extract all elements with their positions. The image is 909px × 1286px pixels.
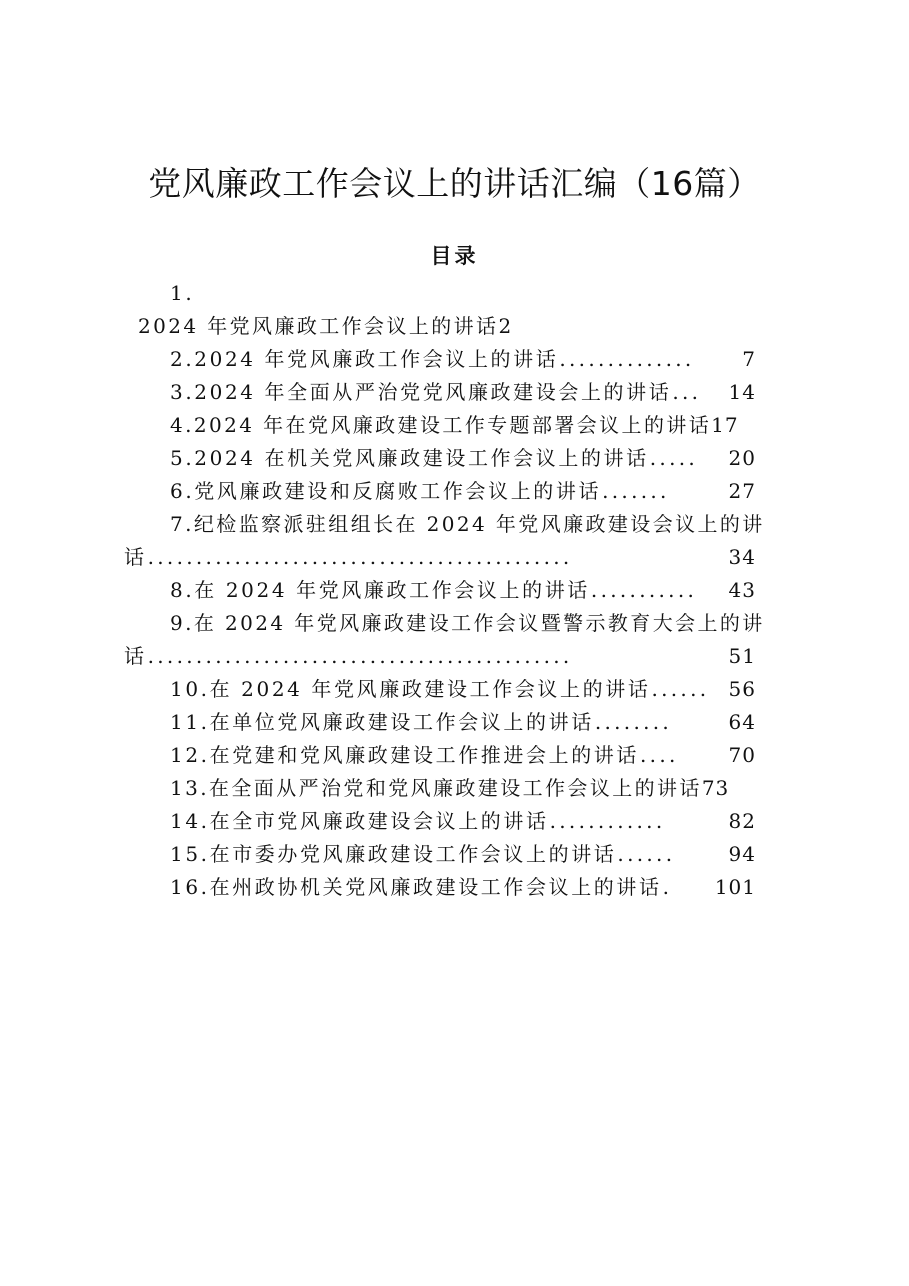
toc-entry-page: 17 (711, 413, 739, 437)
toc-entry-1-text-line[interactable] (138, 311, 512, 341)
toc-entry-page: 2 (498, 314, 513, 338)
toc-entry-1-number-line[interactable] (170, 278, 194, 308)
toc-entry-number: 7. (170, 512, 194, 536)
document-title: 党风廉政工作会议上的讲话汇编（16篇） (148, 164, 761, 203)
toc-entry-page: 34 (728, 545, 756, 569)
toc-entry-leader: ..... (649, 446, 699, 470)
toc-entry-number: 16. (170, 875, 210, 899)
toc-entry-text: 在州政协机关党风廉政建设工作会议上的讲话 (209, 875, 662, 899)
toc-entry-leader: ............................................ (147, 644, 573, 668)
toc-entry-page: 56 (728, 677, 756, 701)
toc-entry-number: 13. (170, 776, 210, 800)
toc-entry-leader: ....... (602, 479, 670, 503)
toc-entry-leader: ...... (617, 842, 676, 866)
toc-entry-number: 3. (170, 380, 195, 404)
toc-entry-text: 2024 年党风廉政工作会议上的讲话 (138, 314, 499, 338)
toc-entry-number: 10. (170, 677, 210, 701)
toc-entry-page: 82 (728, 809, 756, 833)
toc-entry-text: 在单位党风廉政建设工作会议上的讲话 (209, 710, 594, 734)
toc-entry-leader: ........ (594, 710, 673, 734)
toc-entry[interactable] (170, 608, 800, 638)
toc-entry-page: 101 (714, 875, 756, 899)
toc-entry[interactable] (170, 476, 756, 506)
toc-entry-number: 8. (170, 578, 195, 602)
toc-entry[interactable] (170, 773, 770, 803)
toc-entry-page: 64 (728, 710, 756, 734)
toc-entry[interactable] (170, 575, 756, 605)
toc-entry-number: 6. (170, 479, 195, 503)
toc-entry[interactable] (170, 377, 756, 407)
toc-entry-text: 在全市党风廉政建设会议上的讲话 (209, 809, 549, 833)
toc-entry-number: 1. (170, 281, 195, 305)
toc-entry-page: 20 (728, 446, 756, 470)
toc-entry-number: 9. (170, 611, 194, 635)
toc-entry-text: 2024 年党风廉政工作会议上的讲话 (194, 347, 559, 371)
toc-entry[interactable] (170, 839, 756, 869)
toc-entry-leader: ........... (590, 578, 698, 602)
toc-entry-leader: ...... (651, 677, 710, 701)
toc-entry-leader: .............. (559, 347, 695, 371)
toc-entry-text: 纪检监察派驻组组长在 2024 年党风廉政建设会议上的讲 (193, 512, 765, 536)
toc-entry-number: 14. (170, 809, 210, 833)
toc-entry-page: 94 (728, 842, 756, 866)
toc-entry[interactable] (170, 443, 756, 473)
toc-entry[interactable] (170, 806, 756, 836)
toc-entry-page: 43 (728, 578, 756, 602)
toc-entry[interactable] (170, 509, 800, 539)
toc-entry[interactable] (170, 707, 756, 737)
toc-entry[interactable] (170, 344, 756, 374)
toc-entry-page: 70 (728, 743, 756, 767)
toc-entry-text: 2024 年全面从严治党党风廉政建设会上的讲话 (194, 380, 672, 404)
toc-entry-text-continuation: 话 (124, 644, 147, 668)
toc-entry-leader: ............ (549, 809, 666, 833)
toc-entry-number: 4. (170, 413, 194, 437)
toc-entry[interactable] (170, 740, 756, 770)
toc-entry[interactable] (170, 674, 756, 704)
toc-entry-text: 2024 年在党风廉政建设工作专题部署会议上的讲话 (193, 413, 712, 437)
toc-entry-page: 51 (728, 644, 756, 668)
toc-entry-continuation[interactable] (124, 641, 756, 671)
toc-entry-continuation[interactable] (124, 542, 756, 572)
toc-entry[interactable] (170, 410, 770, 440)
toc-entry-leader: . (662, 875, 673, 899)
toc-entry-number: 2. (170, 347, 195, 371)
toc-entry-text: 在 2024 年党风廉政建设工作会议暨警示教育大会上的讲 (193, 611, 765, 635)
toc-entry[interactable] (170, 872, 756, 902)
toc-entry-text: 党风廉政建设和反腐败工作会议上的讲话 (194, 479, 602, 503)
toc-entry-leader: ... (672, 380, 702, 404)
toc-entry-text: 在 2024 年党风廉政工作会议上的讲话 (194, 578, 590, 602)
toc-entry-text: 2024 在机关党风廉政建设工作会议上的讲话 (194, 446, 649, 470)
toc-entry-number: 12. (170, 743, 210, 767)
toc-entry-number: 11. (170, 710, 210, 734)
toc-entry-text: 在党建和党风廉政建设工作推进会上的讲话 (209, 743, 640, 767)
toc-entry-text: 在市委办党风廉政建设工作会议上的讲话 (209, 842, 617, 866)
toc-entry-number: 5. (170, 446, 195, 470)
toc-entry-leader: .... (640, 743, 679, 767)
toc-heading: 目录 (430, 243, 479, 268)
toc-entry-page: 73 (701, 776, 730, 800)
toc-entry-text: 在全面从严治党和党风廉政建设工作会议上的讲话 (209, 776, 702, 800)
toc-entry-text: 在 2024 年党风廉政建设工作会议上的讲话 (209, 677, 651, 701)
toc-entry-page: 7 (742, 347, 756, 371)
toc-entry-text-continuation: 话 (124, 545, 147, 569)
toc-entry-page: 14 (728, 380, 756, 404)
toc-entry-leader: ............................................ (147, 545, 573, 569)
toc-entry-number: 15. (170, 842, 210, 866)
toc-entry-page: 27 (728, 479, 756, 503)
